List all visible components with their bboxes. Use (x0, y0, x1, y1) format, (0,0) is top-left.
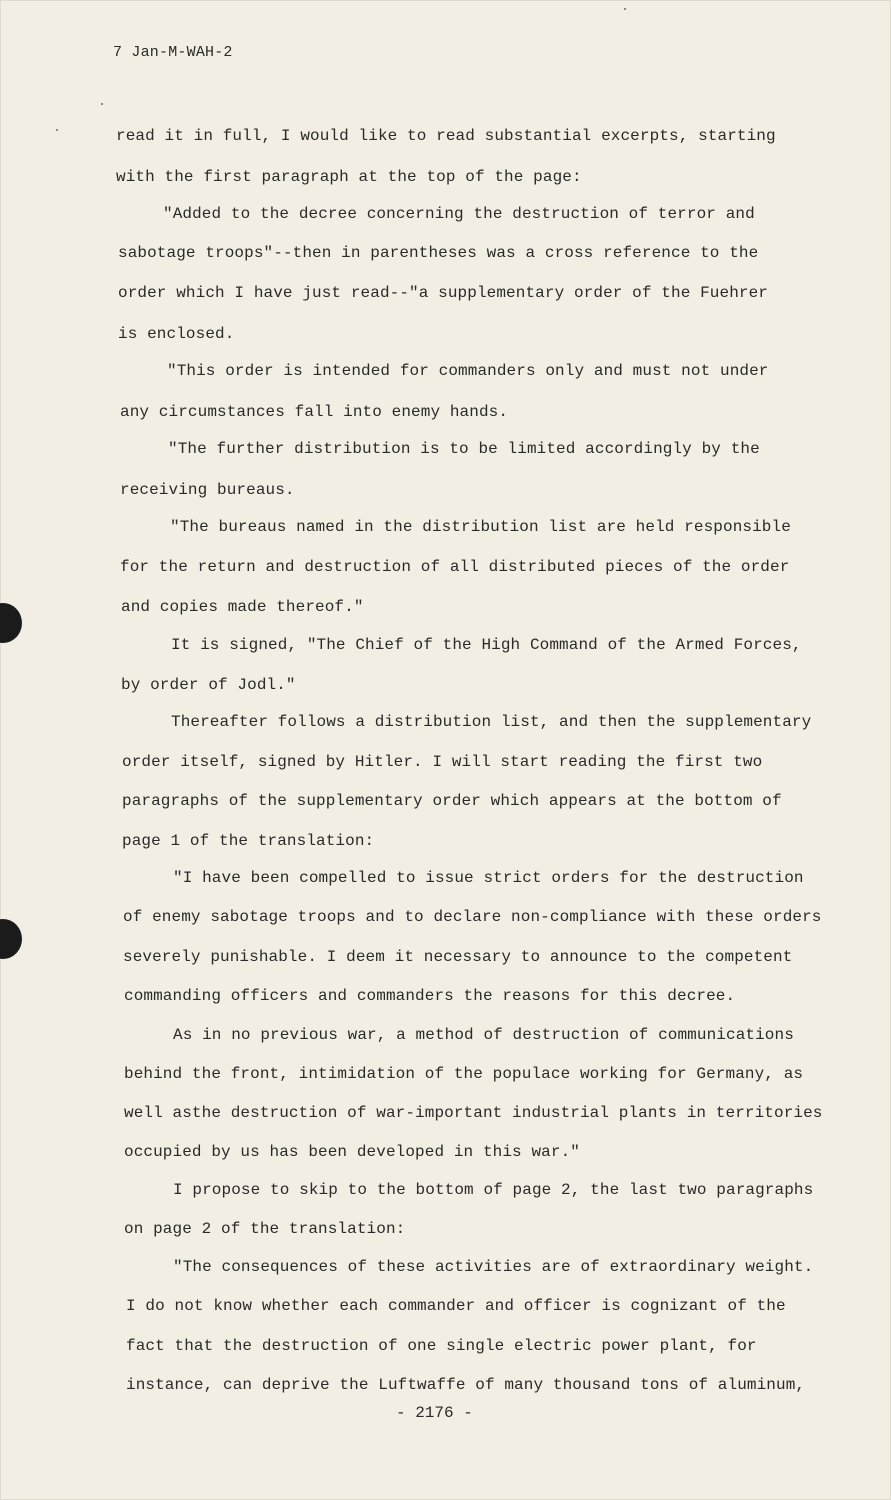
text-line: read it in full, I would like to read substantial excerpts, starting (116, 127, 776, 145)
text-line: "Added to the decree concerning the destruction of terror and (163, 205, 755, 223)
text-line: order which I have just read--"a supplementary order of the Fuehrer (118, 284, 769, 302)
text-line: instance, can deprive the Luftwaffe of many thousand tons of aluminum, (126, 1376, 806, 1394)
text-line: severely punishable. I deem it necessary to announce to the competent (123, 948, 793, 966)
text-line: Thereafter follows a distribution list, and then the supplementary (171, 713, 812, 731)
text-line: behind the front, intimidation of the populace working for Germany, as (124, 1065, 804, 1083)
text-line: "This order is intended for commanders only and must not under (167, 362, 769, 380)
paper-speck (624, 8, 626, 10)
text-line: I propose to skip to the bottom of page 2, the last two paragraphs (173, 1181, 814, 1199)
text-line: It is signed, "The Chief of the High Command of the Armed Forces, (171, 636, 802, 654)
text-line: on page 2 of the translation: (124, 1220, 406, 1238)
page-number: - 2176 - (396, 1404, 473, 1422)
document-reference: 7 Jan-M-WAH-2 (113, 44, 233, 61)
text-line: order itself, signed by Hitler. I will start reading the first two (122, 753, 763, 771)
binder-hole-bottom (0, 919, 22, 959)
paper-speck (101, 103, 103, 105)
text-line: is enclosed. (118, 325, 235, 343)
text-line: by order of Jodl." (121, 676, 296, 694)
text-line: receiving bureaus. (120, 481, 295, 499)
text-line: I do not know whether each commander and officer is cognizant of the (126, 1297, 786, 1315)
paper-speck (56, 129, 58, 131)
text-line: As in no previous war, a method of destruction of communications (173, 1026, 794, 1044)
text-line: any circumstances fall into enemy hands. (120, 403, 509, 421)
text-line: with the first paragraph at the top of the page: (116, 168, 582, 186)
text-line: sabotage troops"--then in parentheses was a cross reference to the (118, 244, 759, 262)
text-line: commanding officers and commanders the reasons for this decree. (124, 987, 736, 1005)
text-line: fact that the destruction of one single electric power plant, for (126, 1337, 757, 1355)
text-line: "The further distribution is to be limited accordingly by the (168, 440, 760, 458)
text-line: page 1 of the translation: (122, 832, 375, 850)
text-line: "I have been compelled to issue strict orders for the destruction (173, 869, 804, 887)
text-line: "The consequences of these activities are of extraordinary weight. (173, 1258, 814, 1276)
text-line: for the return and destruction of all distributed pieces of the order (120, 558, 790, 576)
binder-hole-top (0, 603, 22, 643)
text-line: "The bureaus named in the distribution list are held responsible (170, 518, 791, 536)
text-line: well asthe destruction of war-important industrial plants in territories (124, 1104, 823, 1122)
text-line: occupied by us has been developed in this war." (124, 1143, 580, 1161)
text-line: paragraphs of the supplementary order which appears at the bottom of (122, 792, 782, 810)
text-line: of enemy sabotage troops and to declare non-compliance with these orders (123, 908, 822, 926)
text-line: and copies made thereof." (121, 598, 364, 616)
